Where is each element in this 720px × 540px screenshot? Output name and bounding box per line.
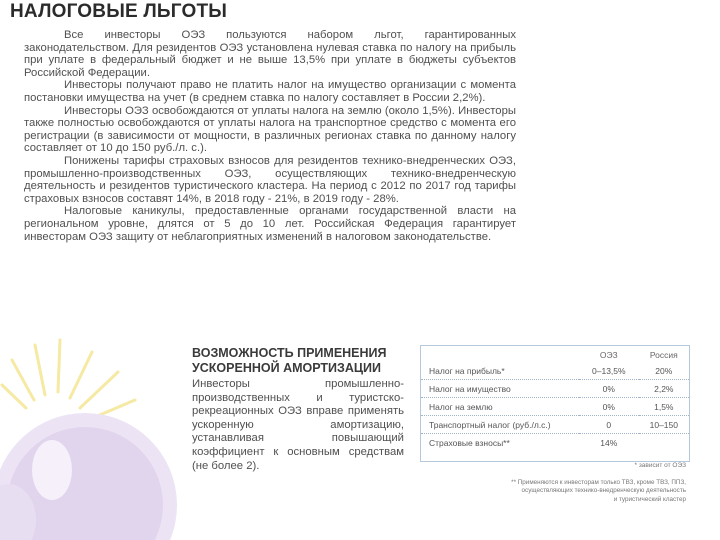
table-cell-oez: 0 xyxy=(579,416,639,434)
sunburst-rays-icon xyxy=(2,340,135,420)
table-header-russia: Россия xyxy=(649,350,678,360)
footnote-insurance xyxy=(494,479,686,504)
footnote-insurance-line1: ** Применяются к инвесторам только ТВЗ, кроме ТВЗ, ППЗ, xyxy=(511,479,686,486)
table-cell-oez: 14% xyxy=(600,437,618,448)
table-cell-name: Налог на землю xyxy=(421,398,579,416)
table-cell-russia: 20% xyxy=(639,362,689,380)
paragraph-tax-holidays: Налоговые каникулы, предоставленные органами государственной власти на региональном уровне, длятся от 5 до 10 лет. Российская Федерация гарантирует инвесторам ОЭЗ защиту от неблагоприятных изменений в налоговом законодательстве. xyxy=(24,205,516,243)
main-text-block xyxy=(24,29,516,243)
tax-comparison-table xyxy=(420,345,690,462)
table-cell-oez: 0–13,5% xyxy=(579,362,639,380)
table-row xyxy=(421,398,689,416)
amortization-heading xyxy=(192,346,412,375)
table-cell-name: Налог на прибыль* xyxy=(421,362,579,380)
paragraph-property-tax: Инвесторы получают право не платить налог на имущество организации с момента постановки имущества на учет (в среднем ставка по налогу составляет в России 2,2%). xyxy=(24,79,516,104)
table-row xyxy=(421,380,689,398)
table-header-oez: ОЭЗ xyxy=(599,350,618,360)
table-row xyxy=(421,416,689,434)
table-cell-russia xyxy=(639,434,689,452)
table-header-row xyxy=(421,346,689,362)
paragraph-insurance: Понижены тарифы страховых взносов для резидентов технико-внедренческих ОЭЗ, промышленно-производственных ОЭЗ, осуществляющих технико-внедренческую деятельность и резидентов туристического кластера. На период с 2012 по 2017 год тарифы страховых взносов составят 14%, в 2018 году - 21%, в 2019 году - 28%. xyxy=(24,154,516,205)
table-cell-name: Налог на имущество xyxy=(421,380,579,398)
table-cell-oez: 0% xyxy=(579,398,639,416)
table-cell-russia: 1,5% xyxy=(639,398,689,416)
amortization-text: Инвесторы промышленно-производственных и туристско-рекреационных ОЭЗ вправе применять ускоренную амортизацию, устанавливая повышающий коэффициент к основным средствам (не более 2). xyxy=(192,378,404,472)
paragraph-land-transport-tax: Инвесторы ОЭЗ освобождаются от уплаты налога на землю (около 1,5%). Инвесторы также полностью освобождаются от уплаты налога на транспортное средство с момента его регистрации (в зависимости от мощности, в различных регионах ставка по данному налогу составляет от 10 до 150 руб./л. с.). xyxy=(24,104,516,155)
table-cell-name: Страховые взносы** xyxy=(429,437,510,448)
paragraph-profit-tax: Все инвесторы ОЭЗ пользуются набором льгот, гарантированных законодательством. Для резидентов ОЭЗ установлена нулевая ставка по налогу на прибыль при уплате в федеральный бюджет и не выше 13,5% при уплате в бюджеты субъектов Российской Федерации. xyxy=(24,29,516,79)
amortization-heading-line1: ВОЗМОЖНОСТЬ ПРИМЕНЕНИЯ xyxy=(192,346,387,360)
table-row xyxy=(421,362,689,380)
table-cell-russia: 2,2% xyxy=(639,380,689,398)
page-title: НАЛОГОВЫЕ ЛЬГОТЫ xyxy=(10,1,228,22)
footnote-insurance-line3: и туристический кластер xyxy=(613,495,686,503)
footnote-insurance-line2: осуществляющих технико-внедренческую деятельность xyxy=(521,487,686,495)
table-cell-name: Транспортный налог (руб./л.с.) xyxy=(421,416,579,434)
table-header-empty xyxy=(421,346,579,362)
table-cell-oez: 0% xyxy=(579,380,639,398)
table-cell-russia: 10–150 xyxy=(639,416,689,434)
amortization-heading-line2: УСКОРЕННОЙ АМОРТИЗАЦИИ xyxy=(192,360,381,375)
footnote-depends-on-oez: * зависит от ОЭЗ xyxy=(634,462,686,469)
table-row xyxy=(421,434,689,452)
